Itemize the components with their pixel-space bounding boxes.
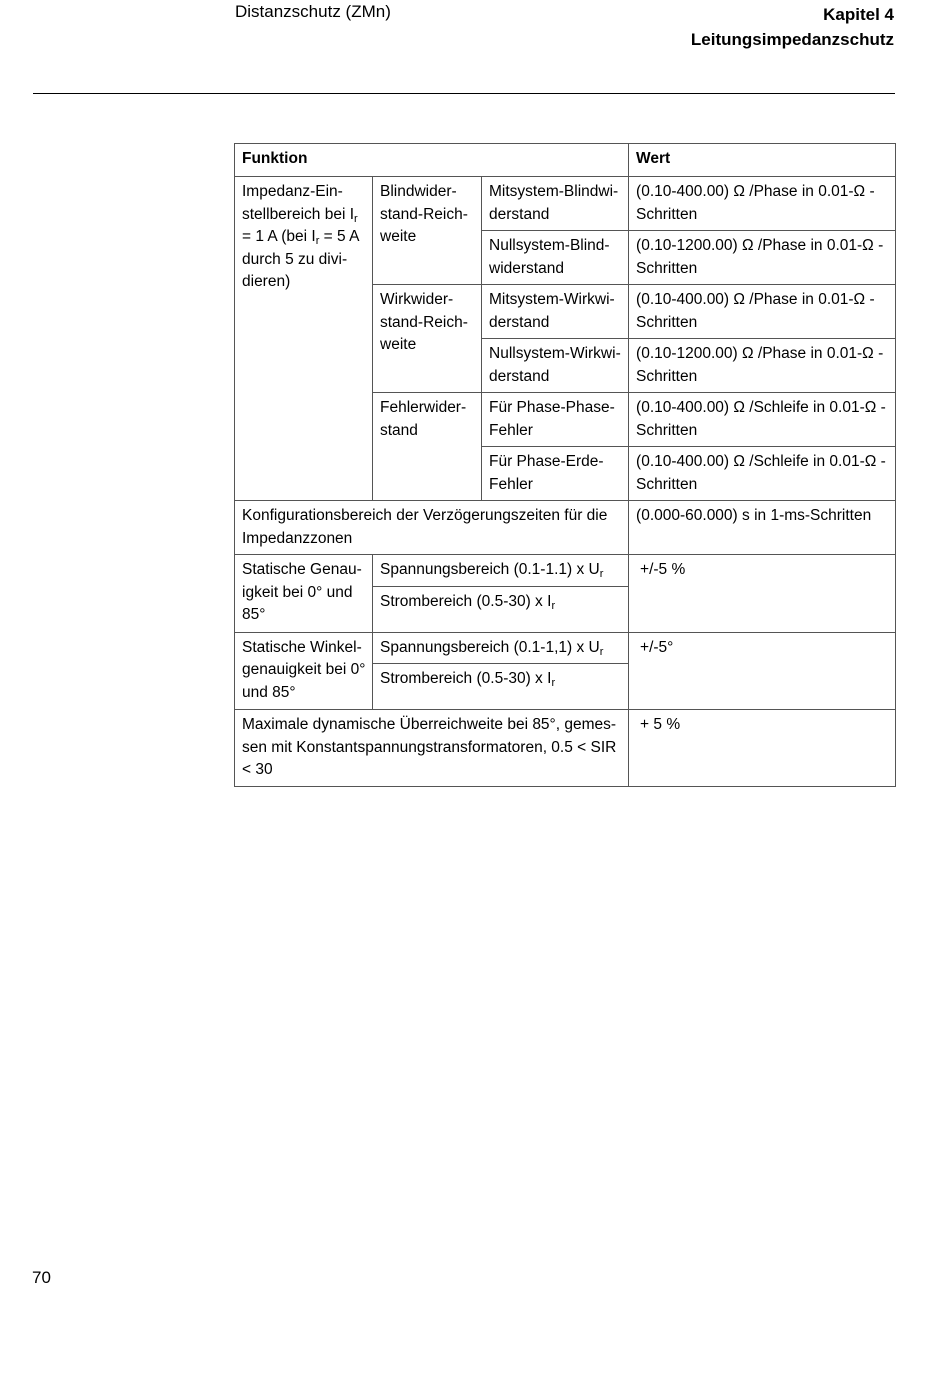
- row-label: Mitsystem-Blindwi-derstand: [482, 177, 629, 231]
- angle-accuracy-label: Statische Winkel-genauigkeit bei 0° und 85°: [235, 632, 373, 710]
- row-value: (0.10-400.00) Ω /Phase in 0.01-Ω -Schritten: [629, 285, 896, 339]
- page-number: 70: [32, 1268, 51, 1287]
- static-accuracy-value: +/-5 %: [629, 555, 896, 633]
- chapter-title: Leitungsimpedanzschutz: [690, 30, 894, 49]
- header-section-title: Distanzschutz (ZMn): [235, 2, 391, 21]
- voltage-range: Spannungsbereich (0.1-1.1) x $U_r$: [373, 555, 629, 587]
- current-range: Strombereich (0.5-30) x $I_r$: [373, 664, 629, 710]
- header-rule: [33, 93, 895, 94]
- group-label-reactance: Blindwider-stand-Reich-weite: [373, 177, 482, 285]
- row-label: Mitsystem-Wirkwi-derstand: [482, 285, 629, 339]
- row-label: Für Phase-Erde-Fehler: [482, 447, 629, 501]
- column-header-value: Wert: [629, 144, 896, 177]
- current-range: Strombereich (0.5-30) x $I_r$: [373, 586, 629, 632]
- table-row: [235, 710, 896, 787]
- angle-accuracy-value: +/-5°: [629, 632, 896, 710]
- overreach-value: + 5 %: [629, 710, 896, 787]
- overreach-label: Maximale dynamische Überreichweite bei 85°, gemes-sen mit Konstantspannungstransformatoren, 0.5 < SIR < 30: [235, 710, 629, 787]
- table-row: [235, 501, 896, 555]
- row-label: Für Phase-Phase-Fehler: [482, 393, 629, 447]
- group-label-resistance: Wirkwider-stand-Reich-weite: [373, 285, 482, 393]
- group-label-fault-resistance: Fehlerwider-stand: [373, 393, 482, 501]
- delay-range-value: (0.000-60.000) s in 1-ms-Schritten: [629, 501, 896, 555]
- chapter-number: Kapitel 4: [823, 5, 894, 24]
- row-value: (0.10-1200.00) Ω /Phase in 0.01-Ω -Schritten: [629, 339, 896, 393]
- column-header-function: Funktion: [235, 144, 629, 177]
- table-row: [235, 177, 896, 231]
- row-value: (0.10-400.00) Ω /Phase in 0.01-Ω -Schritten: [629, 177, 896, 231]
- specification-table: [234, 143, 896, 787]
- row-value: (0.10-400.00) Ω /Schleife in 0.01-Ω -Schritten: [629, 447, 896, 501]
- impedance-range-label: Impedanz-Ein- stellbereich bei $I_r$ = 1 A (bei $I_r = 5$ A durch 5 zu divi- dieren): [235, 177, 373, 501]
- delay-range-label: Konfigurationsbereich der Verzögerungszeiten für die Impedanzzonen: [235, 501, 629, 555]
- row-label: Nullsystem-Wirkwi-derstand: [482, 339, 629, 393]
- static-accuracy-label: Statische Genau-igkeit bei 0° und 85°: [235, 555, 373, 633]
- voltage-range: Spannungsbereich (0.1-1,1) x $U_r$: [373, 632, 629, 664]
- table-row: [235, 555, 896, 587]
- header-chapter: [691, 2, 894, 52]
- row-label: Nullsystem-Blind-widerstand: [482, 231, 629, 285]
- table-header-row: [235, 144, 896, 177]
- row-value: (0.10-400.00) Ω /Schleife in 0.01-Ω -Schritten: [629, 393, 896, 447]
- row-value: (0.10-1200.00) Ω /Phase in 0.01-Ω -Schritten: [629, 231, 896, 285]
- table-row: [235, 632, 896, 664]
